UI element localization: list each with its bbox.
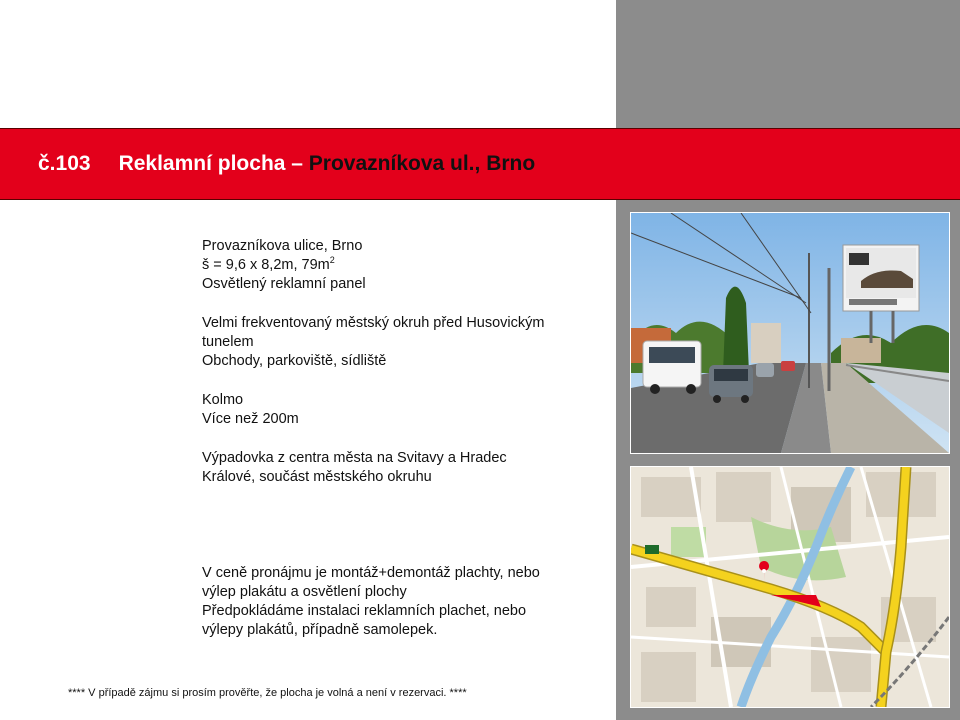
traffic-line1: Výpadovka z centra města na Svitavy a Hradec — [202, 450, 507, 466]
billboard-number: č.103 — [38, 152, 91, 175]
notes-line1: V ceně pronájmu je montáž+demontáž plachty, nebo — [202, 565, 540, 581]
location-map — [630, 466, 950, 708]
locality-line1: Velmi frekventovaný městský okruh před Husovickým — [202, 315, 545, 331]
traffic-line2: Králové, součást městského okruhu — [202, 469, 432, 485]
size-value-wrap — [202, 256, 335, 275]
size-value: š = 9,6 x 8,2m, 79m — [202, 257, 330, 273]
orientation-value: Kolmo — [202, 392, 244, 408]
surroundings-value: Obchody, parkoviště, sídliště — [202, 353, 387, 369]
address-value: Provazníkova ulice, Brno — [202, 238, 363, 254]
type-value: Osvětlený reklamní panel — [202, 276, 366, 292]
footnote: **** V případě zájmu si prosím prověřte, že plocha je volná a není v rezervaci. **** — [68, 687, 467, 699]
billboard-photo — [630, 212, 950, 454]
page-title — [38, 152, 535, 176]
size-unit-sup: 2 — [329, 255, 335, 265]
notes-line3: Předpokládáme instalaci reklamních plachet, nebo — [202, 603, 527, 619]
locality-line2: tunelem — [202, 334, 254, 350]
title-prefix: Reklamní plocha – — [118, 152, 309, 175]
title-location: Provazníkova ul., Brno — [308, 152, 536, 175]
notes-line4: výlepy plakátů, případně samolepek. — [202, 622, 438, 638]
visibility-value: Více než 200m — [202, 411, 299, 427]
notes-line2: výlep plakátu a osvětlení plochy — [202, 584, 407, 600]
